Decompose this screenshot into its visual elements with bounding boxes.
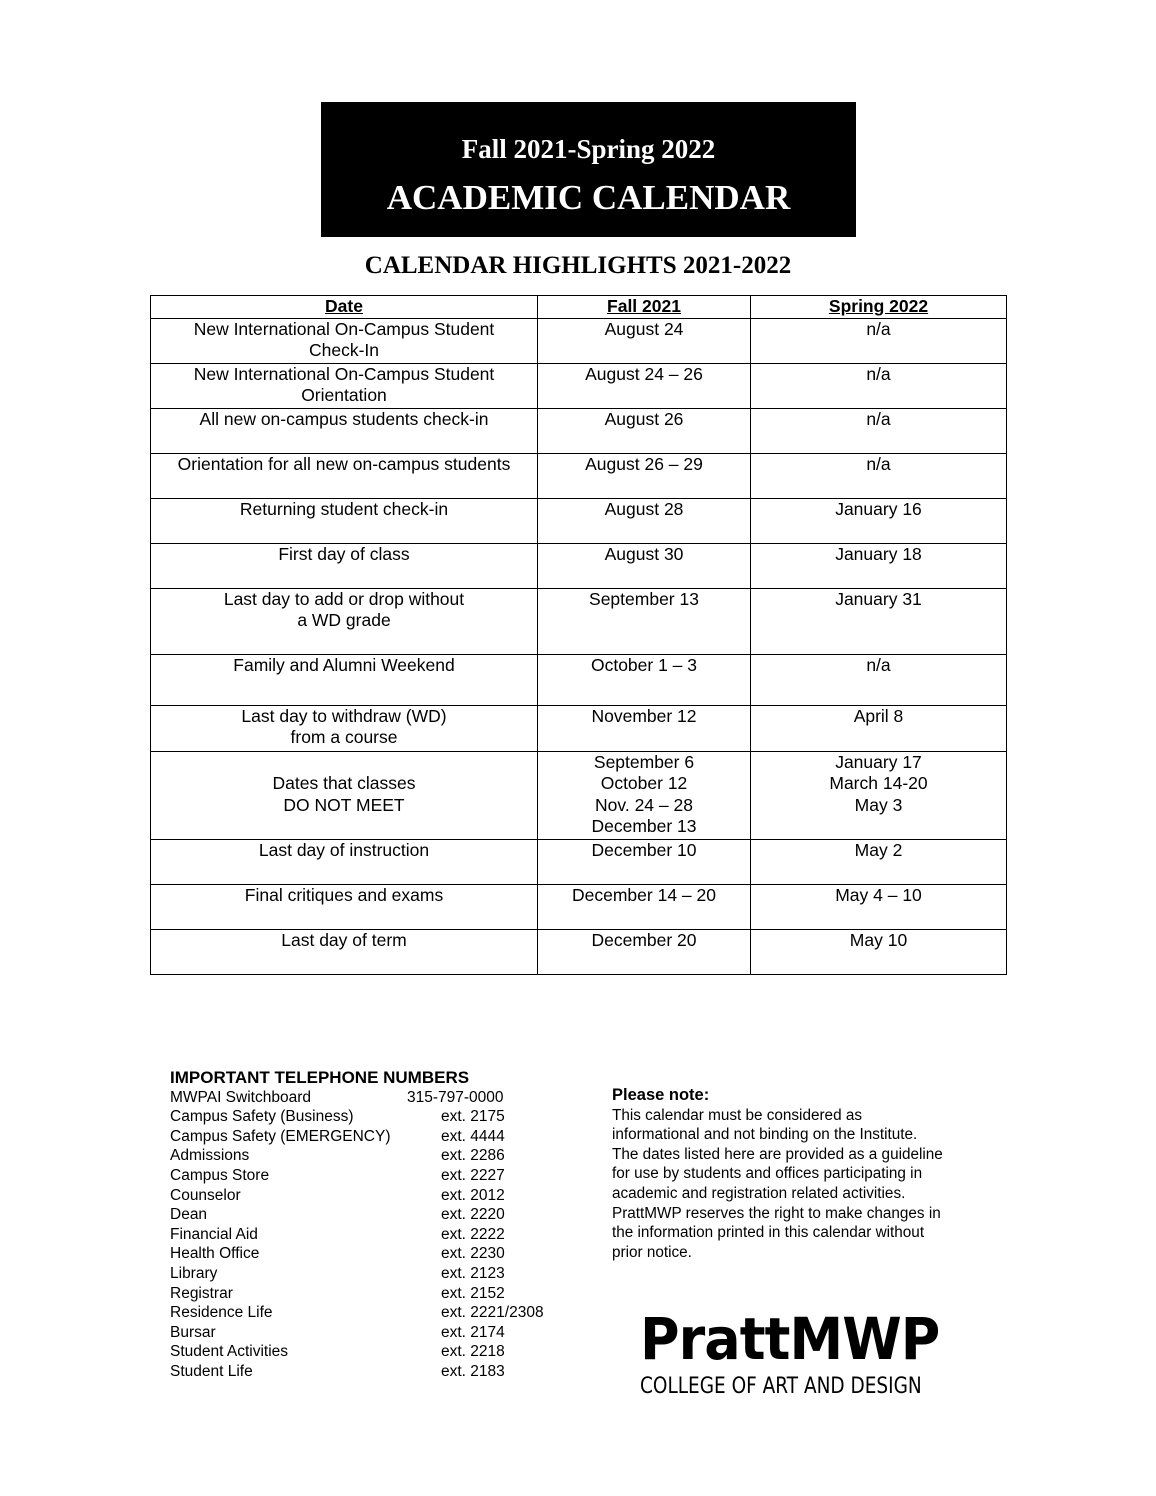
- cell-fall-date: August 26: [538, 408, 751, 453]
- table-row: [151, 705, 1007, 751]
- phone-entry: [170, 1323, 570, 1343]
- cell-spring-date: May 4 – 10: [751, 884, 1007, 929]
- cell-spring-date: January 31: [751, 588, 1007, 654]
- cell-event: Last day to withdraw (WD) from a course: [151, 705, 538, 751]
- highlights-heading: CALENDAR HIGHLIGHTS 2021-2022: [364, 252, 792, 279]
- cell-fall-date: October 1 – 3: [538, 654, 751, 705]
- cell-event: Last day of instruction: [151, 839, 538, 884]
- header-date: Date: [151, 296, 538, 319]
- cell-spring-date: January 18: [751, 543, 1007, 588]
- phone-entry: [170, 1362, 570, 1382]
- table-row: [151, 363, 1007, 408]
- cell-fall-date: December 10: [538, 839, 751, 884]
- cell-event: New International On-Campus Student Check-In: [151, 318, 538, 363]
- phone-entry: [170, 1205, 570, 1225]
- phone-number: ext. 2221/2308: [441, 1304, 544, 1322]
- cell-event: Last day to add or drop without a WD grade: [151, 588, 538, 654]
- table-row: [151, 318, 1007, 363]
- banner-subtitle: Fall 2021-Spring 2022: [461, 134, 716, 164]
- note-body: This calendar must be considered as informational and not binding on the Institute. The dates listed here are provided as a guideline for use by students and offices participating in academic and registration related activities. PrattMWP reserves the right to make changes in the information printed in this calendar without prior notice.: [612, 1106, 943, 1261]
- cell-event: Dates that classes DO NOT MEET: [151, 751, 538, 839]
- phone-number: ext. 2227: [441, 1166, 505, 1184]
- phone-label: Campus Store: [170, 1166, 270, 1184]
- phone-label: Library: [170, 1264, 218, 1282]
- phone-label: Financial Aid: [170, 1225, 258, 1243]
- cell-event: First day of class: [151, 543, 538, 588]
- phone-label: Registrar: [170, 1284, 233, 1302]
- cell-spring-date: n/a: [751, 654, 1007, 705]
- phone-number: ext. 2230: [441, 1245, 505, 1263]
- cell-event: Family and Alumni Weekend: [151, 654, 538, 705]
- cell-spring-date: n/a: [751, 453, 1007, 498]
- phone-number: ext. 2012: [441, 1186, 505, 1204]
- cell-spring-date: January 17 March 14-20 May 3: [751, 751, 1007, 839]
- phone-number: ext. 2152: [441, 1284, 505, 1302]
- cell-fall-date: December 14 – 20: [538, 884, 751, 929]
- cell-event: Orientation for all new on-campus students: [151, 453, 538, 498]
- cell-fall-date: December 20: [538, 929, 751, 974]
- cell-spring-date: n/a: [751, 408, 1007, 453]
- cell-spring-date: May 10: [751, 929, 1007, 974]
- phone-number: ext. 2183: [441, 1362, 505, 1380]
- phone-entry: [170, 1166, 570, 1186]
- table-row: [151, 453, 1007, 498]
- table-row: [151, 884, 1007, 929]
- phone-number: ext. 2286: [441, 1147, 505, 1165]
- phone-label: Counselor: [170, 1186, 241, 1204]
- cell-spring-date: January 16: [751, 498, 1007, 543]
- phone-number: ext. 2175: [441, 1108, 505, 1126]
- title-banner: [321, 102, 856, 237]
- phone-label: MWPAI Switchboard: [170, 1088, 311, 1106]
- calendar-table: [150, 295, 1007, 975]
- table-row: [151, 751, 1007, 839]
- phone-number: ext. 2123: [441, 1264, 505, 1282]
- phone-label: Bursar: [170, 1323, 216, 1341]
- cell-event: Final critiques and exams: [151, 884, 538, 929]
- table-row: [151, 408, 1007, 453]
- phone-label: Student Life: [170, 1362, 253, 1380]
- header-spring: Spring 2022: [751, 296, 1007, 319]
- table-row: [151, 588, 1007, 654]
- cell-spring-date: n/a: [751, 318, 1007, 363]
- logo-subtitle: COLLEGE OF ART AND DESIGN: [640, 1374, 922, 1399]
- phone-number: ext. 2222: [441, 1225, 505, 1243]
- phone-number: ext. 2220: [441, 1206, 505, 1224]
- table-row: [151, 929, 1007, 974]
- phone-number: ext. 2218: [441, 1343, 505, 1361]
- cell-event: Last day of term: [151, 929, 538, 974]
- logo-wordmark: PrattMWP: [640, 1305, 940, 1373]
- phones-heading: IMPORTANT TELEPHONE NUMBERS: [170, 1068, 470, 1087]
- phone-label: Campus Safety (Business): [170, 1108, 354, 1126]
- cell-event: New International On-Campus Student Orientation: [151, 363, 538, 408]
- phone-entry: [170, 1186, 570, 1206]
- please-note: [612, 1086, 992, 1262]
- table-row: [151, 498, 1007, 543]
- phone-entry: [170, 1225, 570, 1245]
- phone-number: 315-797-0000: [407, 1088, 504, 1106]
- cell-fall-date: November 12: [538, 705, 751, 751]
- phone-label: Campus Safety (EMERGENCY): [170, 1127, 391, 1145]
- cell-fall-date: August 26 – 29: [538, 453, 751, 498]
- phone-entry: [170, 1244, 570, 1264]
- phone-label: Student Activities: [170, 1343, 289, 1361]
- phone-entry: [170, 1146, 570, 1166]
- phone-label: Admissions: [170, 1147, 250, 1165]
- table-row: [151, 654, 1007, 705]
- phone-entry: [170, 1284, 570, 1304]
- cell-fall-date: September 6 October 12 Nov. 24 – 28 December 13: [538, 751, 751, 839]
- table-row: [151, 543, 1007, 588]
- phone-entry: [170, 1088, 570, 1108]
- phone-label: Residence Life: [170, 1304, 273, 1322]
- cell-spring-date: n/a: [751, 363, 1007, 408]
- phone-entry: [170, 1342, 570, 1362]
- phone-number: ext. 4444: [441, 1127, 505, 1145]
- prattmwp-logo: [640, 1305, 970, 1399]
- phone-label: Dean: [170, 1206, 208, 1224]
- cell-fall-date: August 28: [538, 498, 751, 543]
- cell-fall-date: August 24 – 26: [538, 363, 751, 408]
- table-header-row: [151, 296, 1007, 319]
- phone-label: Health Office: [170, 1245, 260, 1263]
- cell-spring-date: May 2: [751, 839, 1007, 884]
- banner-title: ACADEMIC CALENDAR: [386, 178, 791, 217]
- phone-entry: [170, 1107, 570, 1127]
- phone-entry: [170, 1264, 570, 1284]
- telephone-numbers: [170, 1068, 570, 1382]
- phone-entry: [170, 1127, 570, 1147]
- header-fall: Fall 2021: [538, 296, 751, 319]
- cell-fall-date: September 13: [538, 588, 751, 654]
- cell-spring-date: April 8: [751, 705, 1007, 751]
- cell-event: All new on-campus students check-in: [151, 408, 538, 453]
- cell-fall-date: August 30: [538, 543, 751, 588]
- cell-event: Returning student check-in: [151, 498, 538, 543]
- table-row: [151, 839, 1007, 884]
- phone-number: ext. 2174: [441, 1323, 505, 1341]
- note-heading: Please note:: [612, 1086, 710, 1104]
- cell-fall-date: August 24: [538, 318, 751, 363]
- phone-entry: [170, 1303, 570, 1323]
